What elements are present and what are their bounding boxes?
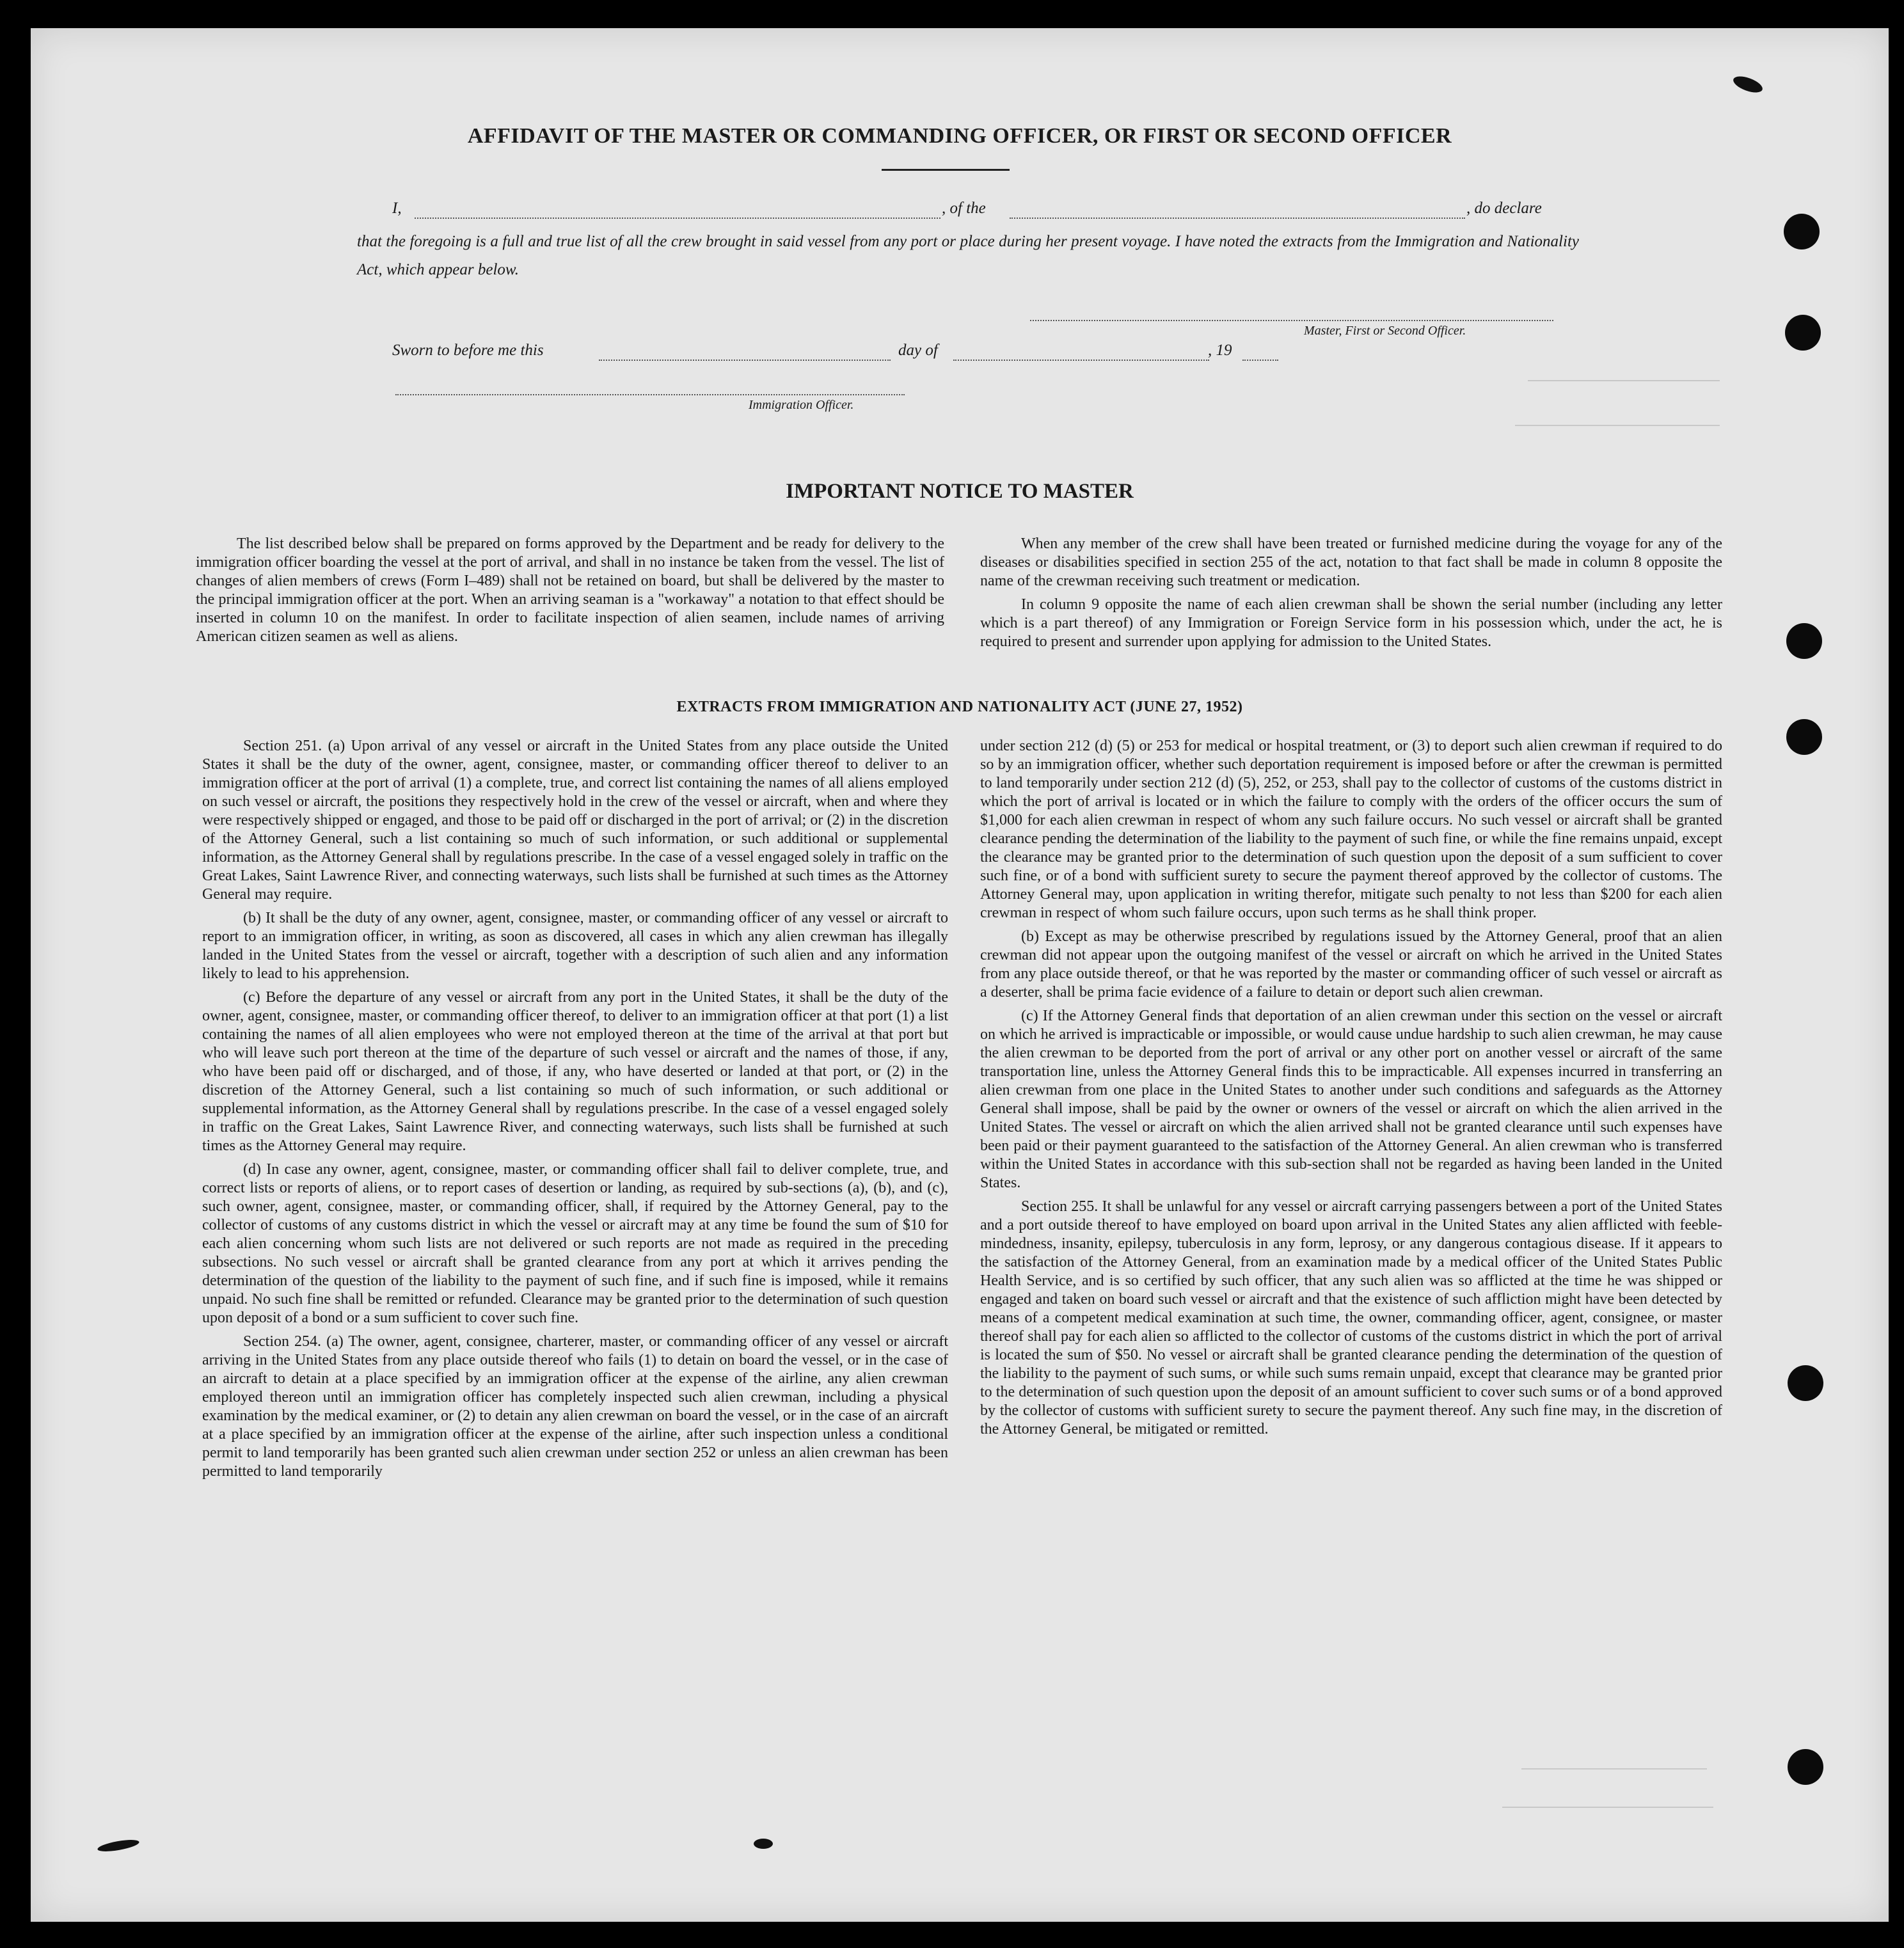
statute-paragraph: under section 212 (d) (5) or 253 for medical or hospital treatment, or (3) to deport such alien crewman if required to do so by an immigration officer, whether such deportation requirement is imposed before or after the crewman is permitted to land temporarily under section 212 (d) (5), 252, or 253, shall pay to the collector of customs of the customs district in which the port of arrival is located or in which the failure to comply with the orders of the officer occurs the sum of $1,000 for each alien crewman in respect of whom any such failure occurs. No such vessel or aircraft shall be granted clearance pending the determination of the liability to the payment of such fine, or while the fine remains unpaid, except the clearance may be granted prior to the determination of such question upon the deposit of a sum sufficient to cover such fine, or of a bond with sufficient surety to secure the payment thereof approved by the collector of customs. The Attorney General may, upon application in writing therefor, mitigate such penalty to not less than $200 for each alien crewman in respect of whom such failure occurs, upon such terms as he shall think proper. <box>980 738 1722 921</box>
binder-hole <box>1786 623 1822 659</box>
do-declare-label: , do declare <box>1466 200 1542 217</box>
title-rule <box>882 169 1010 171</box>
declarant-label: I, <box>392 200 402 217</box>
extracts-title: EXTRACTS FROM IMMIGRATION AND NATIONALITY ACT (JUNE 27, 1952) <box>676 699 1243 715</box>
statute-paragraph: Section 254. (a) The owner, agent, consignee, charterer, master, or commanding officer of any vessel or aircraft arriving in the United States from any place outside thereof who fails (1) to detain on board the vessel, or in the case of an aircraft to detain at a place specified by an immigration officer at the expense of the airline, any alien crewman employed thereon until an immigration officer has completely inspected such alien crewman, including a physical examination by the medical examiner, or (2) to detain any alien crewman on board the vessel, or in the case of an aircraft at a place specified by an immigration officer at the expense of the airline, after such inspection unless a conditional permit to land temporarily has been granted such alien crewman under section 252 or unless an alien crewman has been permitted to land temporarily <box>202 1333 948 1480</box>
bleed-through <box>1521 1755 1707 1770</box>
sworn-day-field[interactable] <box>599 360 891 361</box>
day-of-label: day of <box>898 342 938 359</box>
notice-right-column <box>980 535 1722 651</box>
declaration-text: that the foregoing is a full and true list of all the crew brought in said vessel from any port or place during her present voyage. I have noted the extracts from the Immigration and Nationality Act, which appear below. <box>357 233 1579 278</box>
binder-hole <box>1788 1749 1823 1785</box>
binder-hole <box>1788 1365 1823 1401</box>
year-label: , 19 <box>1208 342 1232 359</box>
officer-signature-line[interactable] <box>395 394 905 395</box>
notice-paragraph: The list described below shall be prepared on forms approved by the Department and be ready for delivery to the immigration officer boarding the vessel at the port of arrival, and shall in no instance be taken from the vessel. The list of changes of alien members of crews (Form I–489) shall not be retained on board, but shall be delivered by the master to the principal immigration officer at the port. When an arriving seaman is a "workaway" a notation to that effect should be inserted in column 10 on the manifest. In order to facilitate inspection of alien seamen, include names of arriving American citizen seamen as well as aliens. <box>196 535 944 645</box>
statute-paragraph: Section 255. It shall be unlawful for any vessel or aircraft carrying passengers between a port of the United States and a port outside thereof to have employed on board upon arrival in the United States any alien afflicted with feeble-mindedness, insanity, epilepsy, tuberculosis in any form, leprosy, or any dangerous contagious disease. If it appears to the satisfaction of the Attorney General, from an examination made by a medical officer of the United States Public Health Service, and is so certified by such officer, that any such alien was so afflicted at the time he was shipped or engaged and taken on board such vessel or aircraft and that the existence of such affliction might have been detected by means of a competent medical examination at such time, the owner, commanding officer, agent, consignee, or master thereof shall pay for each alien so afflicted to the collector of customs of the customs district in which the port of arrival is located the sum of $50. No vessel or aircraft shall be granted clearance pending the determination of the question of the liability to the payment of such sums, or while such sums remain unpaid, except that clearance may be granted prior to the determination of such question upon the deposit of an amount sufficient to cover such sums or of a bond approved by the collector of customs with sufficient surety to secure the payment thereof. Any such fine may, in the discretion of the Attorney General, be mitigated or remitted. <box>980 1198 1722 1437</box>
notice-title: IMPORTANT NOTICE TO MASTER <box>786 480 1134 503</box>
binder-hole <box>1786 719 1822 755</box>
bleed-through <box>1502 1794 1713 1808</box>
officer-signature-caption: Immigration Officer. <box>749 398 854 412</box>
notice-paragraph: When any member of the crew shall have been treated or furnished medicine during the voyage for any of the diseases or disabilities specified in section 255 of the act, notation to that fact shall be made in column 8 opposite the name of the crewman receiving such treatment or medication. <box>980 535 1722 589</box>
binder-hole <box>1785 315 1821 351</box>
extracts-left-column <box>202 737 948 1481</box>
notice-paragraph: In column 9 opposite the name of each alien crewman shall be shown the serial number (including any letter which is a part thereof) of any Immigration or Foreign Service form in his possession which, under the act, he is required to present and surrender upon applying for admission to the United States. <box>980 596 1722 650</box>
document-sheet <box>31 28 1889 1922</box>
bleed-through <box>1528 367 1720 381</box>
statute-paragraph: Section 251. (a) Upon arrival of any vessel or aircraft in the United States from any place outside the United States it shall be the duty of the owner, agent, consignee, master, or commanding officer thereof to deliver to an immigration officer at the port of arrival (1) a complete, true, and correct list containing the names of all aliens employed on such vessel or aircraft, the positions they respectively hold in the crew of the vessel or aircraft, when and where they were respectively shipped or engaged, and those to be paid off or discharged in the port of arrival; or (2) in the discretion of the Attorney General, such a list containing so much of such information, or such additional or supplemental information, as the Attorney General shall by regulations prescribe. In the case of a vessel engaged solely in traffic on the Great Lakes, Saint Lawrence River, and connecting waterways, such lists shall be furnished at such times as the Attorney General may require. <box>202 738 948 903</box>
statute-paragraph: (c) Before the departure of any vessel or aircraft from any port in the United States, it shall be the duty of the owner, agent, consignee, master, or commanding officer thereof, to deliver to an immigration officer at that port (1) a list containing the names of all alien employees who were not employed thereon at the time of the arrival at that port but who will leave such port thereon at the time of the departure of such vessel or aircraft and the names of those, if any, who have been paid off or discharged, and of those, if any, who have deserted or landed at that port, or (2) in the discretion of the Attorney General, such a list containing so much of such information, or such additional or supplemental information, as the Attorney General shall by regulations prescribe. In the case of a vessel engaged solely in traffic on the Great Lakes, Saint Lawrence River, and connecting waterways, such lists shall be furnished at such times as the Attorney General may require. <box>202 989 948 1154</box>
vessel-name-field[interactable] <box>1010 218 1465 219</box>
statute-paragraph: (c) If the Attorney General finds that deportation of an alien crewman under this section on the vessel or aircraft on which he arrived is impracticable or impossible, or would cause undue hardship to such alien crewman, he may cause the alien crewman to be deported from the port of arrival or any other port on another vessel or aircraft of the same transportation line, unless the Attorney General finds this to be impracticable. All expenses incurred in transferring an alien crewman from one place in the United States to another under such conditions and safeguards as the Attorney General shall impose, shall be paid by the owner or owners of the vessel or aircraft on which the alien arrived in the United States. The vessel or aircraft on which the alien arrived shall not be granted clearance until such expenses have been paid or their payment guaranteed to the satisfaction of the Attorney General. An alien crewman who is transferred within the United States in accordance with this sub-section shall not be regarded as having been landed in the United States. <box>980 1008 1722 1191</box>
notice-left-column <box>196 535 944 646</box>
extracts-right-column <box>980 737 1722 1439</box>
sworn-month-field[interactable] <box>953 360 1209 361</box>
affidavit-title: AFFIDAVIT OF THE MASTER OR COMMANDING OFFICER, OR FIRST OR SECOND OFFICER <box>467 124 1452 148</box>
binder-hole <box>1784 214 1820 249</box>
statute-paragraph: (d) In case any owner, agent, consignee, master, or commanding officer shall fail to deliver complete, true, and correct lists or reports of aliens, or to report cases of desertion or landing, as required by sub-sections (a), (b), and (c), such owner, agent, consignee, master, or commanding officer, shall, if required by the Attorney General, pay to the collector of customs of any customs district in which the vessel or aircraft may at any time be found the sum of $10 for each alien concerning whom such lists are not delivered or such reports are not made as required in the preceding subsections. No such vessel or aircraft shall be granted clearance from any port at which it arrives pending the determination of the question of the liability to the payment of such fine, and if such fine is imposed, while it remains unpaid. No such fine shall be remitted or refunded. Clearance may be granted prior to the determination of such question upon deposit of a bond or a sum sufficient to cover such fine. <box>202 1161 948 1326</box>
scan-mark <box>754 1839 773 1849</box>
bleed-through <box>1515 412 1720 426</box>
master-signature-caption: Master, First or Second Officer. <box>1304 324 1466 338</box>
scan-mark <box>1731 73 1765 95</box>
sworn-label: Sworn to before me this <box>392 342 544 359</box>
scan-mark <box>97 1837 139 1853</box>
of-the-label: , of the <box>942 200 986 217</box>
master-signature-line[interactable] <box>1030 320 1553 321</box>
statute-paragraph: (b) It shall be the duty of any owner, agent, consignee, master, or commanding officer of any vessel or aircraft to report to an immigration officer, in writing, as soon as discovered, all cases in which any alien crewman has illegally landed in the United States from the vessel or aircraft, together with a description of such alien and any information likely to lead to his apprehension. <box>202 910 948 982</box>
statute-paragraph: (b) Except as may be otherwise prescribed by regulations issued by the Attorney General, proof that an alien crewman did not appear upon the outgoing manifest of the vessel or aircraft on which he arrived in the United States from any place outside thereof, or that he was reported by the master or commanding officer of such vessel or aircraft as a deserter, shall be prima facie evidence of a failure to detain or deport such alien crewman. <box>980 928 1722 1001</box>
sworn-year-field[interactable] <box>1242 360 1278 361</box>
declarant-name-field[interactable] <box>415 218 940 219</box>
